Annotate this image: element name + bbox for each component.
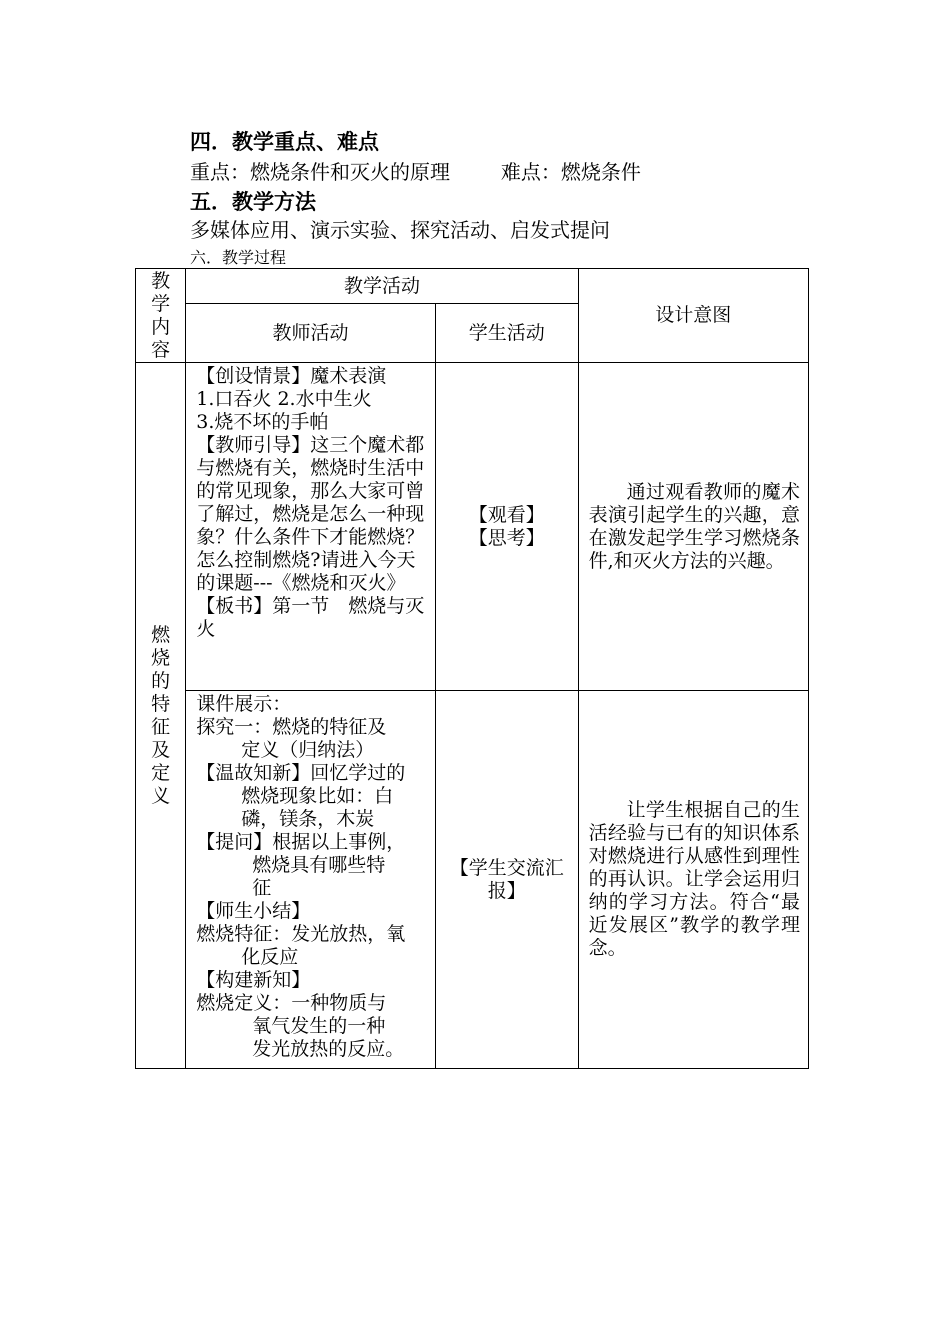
section6-heading: 六．教学过程 bbox=[190, 248, 287, 267]
content-label-char: 征 bbox=[151, 715, 171, 738]
header-content bbox=[136, 269, 186, 363]
key-points: 重点：燃烧条件和灭火的原理 难点：燃烧条件 bbox=[190, 160, 641, 184]
content-label-char: 义 bbox=[151, 784, 171, 807]
content-label-char: 特 bbox=[151, 692, 171, 715]
content-label-char: 燃 bbox=[151, 623, 171, 646]
header-student: 学生活动 bbox=[435, 304, 578, 363]
header-content-char: 学 bbox=[151, 292, 171, 315]
content-label-char: 定 bbox=[151, 761, 171, 784]
teacher-activity-line: 课件展示： bbox=[196, 693, 292, 715]
content-label-char: 及 bbox=[151, 738, 171, 761]
design-intent-1: 通过观看教师的魔术表演引起学生的兴趣，意在激发起学生学习燃烧条件,和灭火方法的兴趣。 bbox=[578, 363, 808, 691]
teacher-activity-line: 1.口吞火 2.水中生火 bbox=[196, 388, 372, 410]
teacher-activity-line: 【构建新知】 bbox=[196, 969, 311, 991]
teacher-activity-line: 【温故知新】回忆学过的 bbox=[196, 762, 406, 784]
header-content-char: 教 bbox=[151, 269, 171, 292]
teacher-activity-line: 磷，镁条，木炭 bbox=[241, 808, 375, 830]
teacher-activity-line: 【教师引导】这三个魔术都与燃烧有关，燃烧时生活中的常见现象，那么大家可曾了解过，燃烧是怎么一种现象？什么条件下才能燃烧？怎么控制燃烧?请进入今天的课题---《燃烧和灭火》 bbox=[196, 434, 425, 594]
teacher-activity-line: 【提问】根据以上事例， bbox=[196, 831, 406, 853]
teacher-activity-line: 征 bbox=[252, 877, 272, 899]
teacher-activity-line: 定义（归纳法） bbox=[241, 739, 375, 761]
teacher-activity-line: 氧气发生的一种 bbox=[252, 1015, 386, 1037]
content-label-char: 的 bbox=[151, 669, 171, 692]
teacher-activity-1 bbox=[186, 363, 435, 691]
section5-heading: 五．教学方法 bbox=[190, 189, 316, 214]
teacher-activity-line: 【板书】第一节 燃烧与灭火 bbox=[196, 595, 425, 640]
teacher-activity-line: 发光放热的反应。 bbox=[252, 1038, 405, 1060]
header-teacher: 教师活动 bbox=[186, 304, 435, 363]
teacher-activity-line: 燃烧具有哪些特 bbox=[252, 854, 386, 876]
teacher-activity-line: 燃烧现象比如：白 bbox=[241, 785, 394, 807]
design-intent-2: 让学生根据自己的生活经验与已有的知识体系对燃烧进行从感性到理性的再认识。让学会运用归纳的学习方法。符合“最近发展区”教学的教学理念。 bbox=[578, 691, 808, 1069]
student-activity-line: 【学生交流汇 bbox=[449, 856, 564, 879]
header-design: 设计意图 bbox=[578, 269, 808, 363]
section4-heading: 四．教学重点、难点 bbox=[190, 129, 379, 154]
teacher-activity-line: 化反应 bbox=[241, 946, 299, 968]
student-activity-line: 【观看】 bbox=[468, 503, 545, 526]
content-label bbox=[136, 363, 186, 1069]
lesson-process-table bbox=[135, 268, 809, 1069]
teacher-activity-2 bbox=[186, 691, 435, 1069]
teacher-activity-line: 燃烧定义：一种物质与 bbox=[196, 992, 387, 1014]
teacher-activity-line: 【师生小结】 bbox=[196, 900, 311, 922]
teacher-activity-line: 【创设情景】魔术表演 bbox=[196, 365, 387, 387]
content-label-char: 烧 bbox=[151, 646, 171, 669]
teacher-activity-line: 探究一：燃烧的特征及 bbox=[196, 716, 387, 738]
teacher-activity-line: 3.烧不坏的手帕 bbox=[196, 411, 329, 433]
teacher-activity-line: 燃烧特征：发光放热，氧 bbox=[196, 923, 406, 945]
header-content-char: 容 bbox=[151, 338, 171, 361]
header-activity: 教学活动 bbox=[186, 269, 578, 304]
student-activity-1 bbox=[435, 363, 578, 691]
teaching-methods: 多媒体应用、演示实验、探究活动、启发式提问 bbox=[190, 218, 610, 242]
student-activity-2 bbox=[435, 691, 578, 1069]
header-content-char: 内 bbox=[151, 315, 171, 338]
student-activity-line: 报】 bbox=[487, 879, 526, 902]
student-activity-line: 【思考】 bbox=[468, 526, 545, 549]
